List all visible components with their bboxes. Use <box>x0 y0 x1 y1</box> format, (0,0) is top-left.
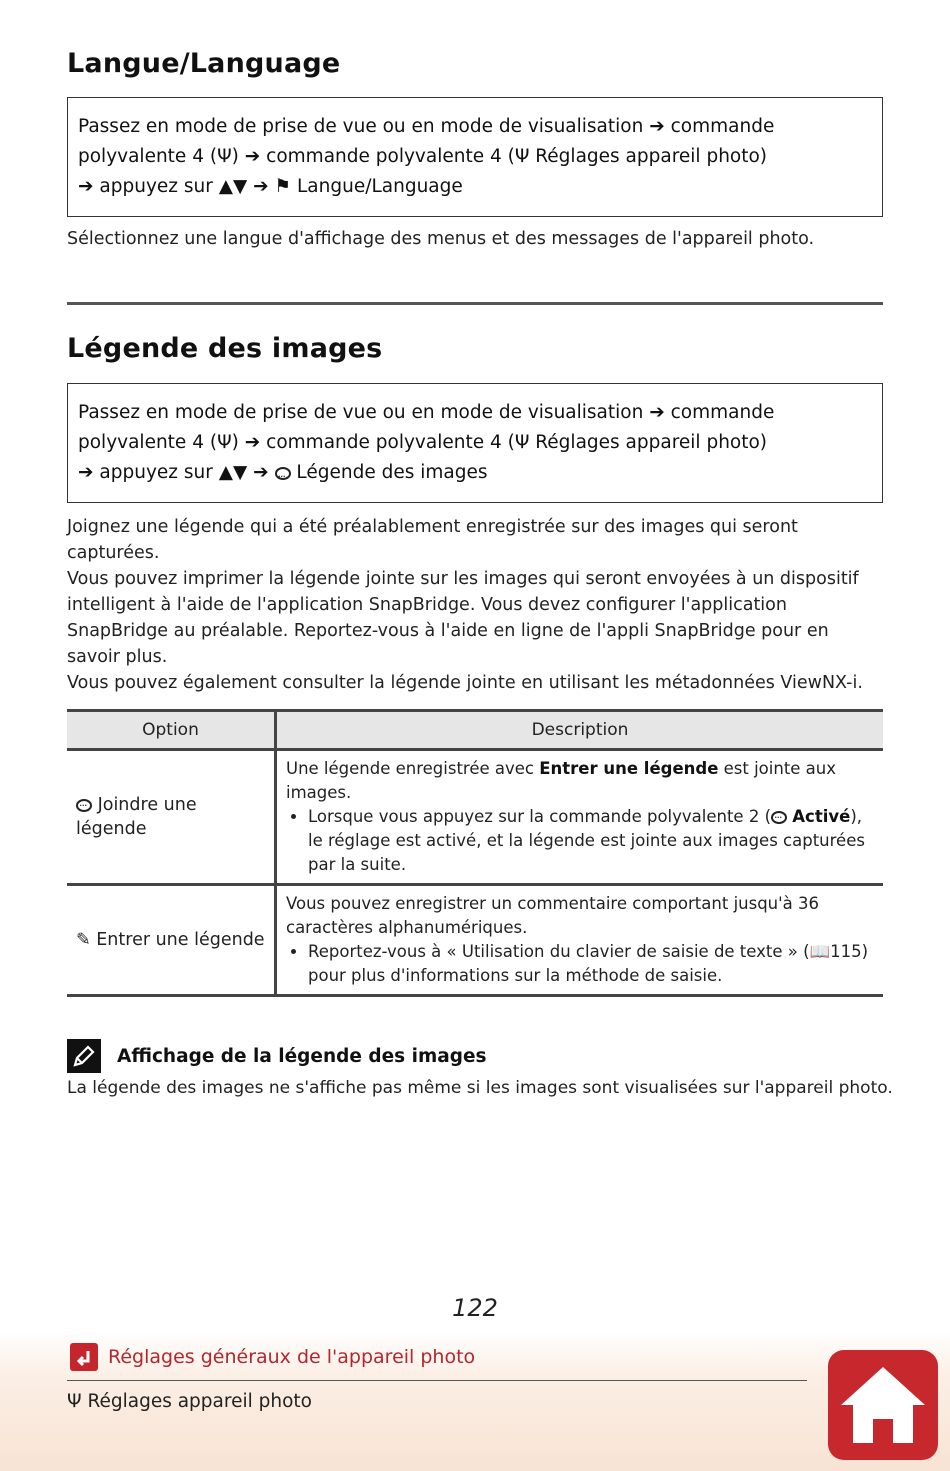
arrow-right-icon: ➔ <box>649 402 665 423</box>
wrench-icon: Ψ <box>217 432 232 453</box>
option-cell <box>67 885 276 996</box>
wrench-icon: Ψ <box>514 432 530 453</box>
bullet-text: ), le réglage est activé, et la légende est jointe aux images capturées par la suite. <box>308 807 865 874</box>
path-text: commande <box>670 116 775 137</box>
path-text: polyvalente 4 ( <box>78 432 218 453</box>
options-table <box>67 709 883 997</box>
language-description <box>67 226 887 252</box>
arrow-right-icon: ➔ <box>244 432 261 453</box>
page-reference-link[interactable]: 115 <box>830 942 862 961</box>
description-cell <box>276 885 884 996</box>
path-text: commande polyvalente 4 ( <box>266 146 515 167</box>
description-cell <box>276 750 884 885</box>
path-text: Langue/Language <box>297 176 463 197</box>
note-title: Affichage de la légende des images <box>117 1046 487 1067</box>
path-text: commande polyvalente 4 ( <box>266 432 515 453</box>
menu-path-box-language <box>67 97 883 217</box>
path-text: Réglages appareil photo) <box>535 432 768 453</box>
up-down-keys-icon: ▲▼ <box>218 176 248 197</box>
table-row <box>67 885 883 996</box>
home-icon[interactable] <box>837 1361 929 1449</box>
list-item <box>308 805 875 877</box>
caption-description <box>67 514 887 696</box>
arrow-right-icon: ➔ <box>253 462 269 483</box>
breadcrumb-label: Réglages appareil photo <box>87 1391 312 1412</box>
column-header-description: Description <box>276 711 884 750</box>
bullet-text: ) pour plus d'informations sur la méthode de saisie. <box>308 942 869 985</box>
path-text: polyvalente 4 ( <box>78 146 218 167</box>
option-cell <box>67 750 276 885</box>
arrow-right-icon: ➔ <box>78 462 94 483</box>
path-text: ) <box>231 432 239 453</box>
path-text: commande <box>670 402 775 423</box>
section-title-language: Langue/Language <box>67 48 341 79</box>
back-link-general-settings[interactable] <box>70 1343 475 1371</box>
back-arrow-icon[interactable] <box>70 1343 98 1371</box>
paragraph: Sélectionnez une langue d'affichage des menus et des messages de l'appareil photo. <box>67 229 815 249</box>
arrow-right-icon: ➔ <box>253 176 269 197</box>
back-link-label[interactable]: Réglages généraux de l'appareil photo <box>108 1346 476 1368</box>
paragraph: Vous pouvez imprimer la légende jointe sur les images qui seront envoyées à un dispositif intelligent à l'aide de l'application SnapBridge. Vous devez configurer l'application SnapBridge au préalable. Reportez-vous à l'aide en ligne de l'appli SnapBridge pour en savoir plus. <box>67 569 859 667</box>
description-text: est jointe aux images. <box>286 759 837 802</box>
keyword: Entrer une légende <box>539 759 719 778</box>
option-label: Entrer une légende <box>96 930 265 950</box>
path-text: Légende des images <box>296 462 488 483</box>
list-item <box>308 940 875 988</box>
section-title-caption: Légende des images <box>67 333 383 364</box>
bullet-text: Lorsque vous appuyez sur la commande polyvalente 2 ( <box>308 807 772 826</box>
footer-divider <box>67 1380 807 1381</box>
description-text: Vous pouvez enregistrer un commentaire comportant jusqu'à 36 caractères alphanumériques. <box>286 894 820 937</box>
up-down-keys-icon: ▲▼ <box>218 462 248 483</box>
path-text: ) <box>231 146 239 167</box>
footer-breadcrumb <box>67 1391 312 1412</box>
bullet-text: Reportez-vous à « Utilisation du clavier de saisie de texte » ( <box>308 942 810 961</box>
paragraph: Joignez une légende qui a été préalablement enregistrée sur des images qui seront capturées. <box>67 517 798 563</box>
paragraph: Vous pouvez également consulter la légende jointe en utilisant les métadonnées ViewNX-i. <box>67 673 863 693</box>
arrow-right-icon: ➔ <box>244 146 261 167</box>
path-text: Passez en mode de prise de vue ou en mode de visualisation <box>78 402 644 423</box>
speech-bubble-icon <box>771 811 787 824</box>
home-button[interactable] <box>828 1350 938 1460</box>
path-text: Réglages appareil photo) <box>535 146 768 167</box>
flag-icon: ⚑ <box>274 176 292 197</box>
speech-bubble-icon <box>275 467 291 480</box>
arrow-right-icon: ➔ <box>649 116 665 137</box>
path-text: appuyez sur <box>99 176 213 197</box>
edit-caption-icon: ✎ <box>76 930 91 950</box>
path-text: Passez en mode de prise de vue ou en mode de visualisation <box>78 116 644 137</box>
arrow-right-icon: ➔ <box>78 176 94 197</box>
description-text: Une légende enregistrée avec <box>286 759 540 778</box>
wrench-icon: Ψ <box>67 1391 82 1412</box>
menu-path-box-caption <box>67 383 883 503</box>
page-number: 122 <box>452 1294 498 1322</box>
wrench-icon: Ψ <box>217 146 232 167</box>
section-divider <box>67 302 883 305</box>
path-text: appuyez sur <box>99 462 213 483</box>
pencil-note-icon <box>67 1039 101 1073</box>
column-header-option: Option <box>67 711 276 750</box>
wrench-icon: Ψ <box>514 146 530 167</box>
option-label: Joindre une légende <box>76 795 197 839</box>
note-text: La légende des images ne s'affiche pas même si les images sont visualisées sur l'appareil photo. <box>67 1078 893 1098</box>
book-ref-icon[interactable]: 📖 <box>809 942 831 961</box>
speech-bubble-icon <box>76 799 92 812</box>
table-row <box>67 750 883 885</box>
keyword: Activé <box>792 807 851 826</box>
